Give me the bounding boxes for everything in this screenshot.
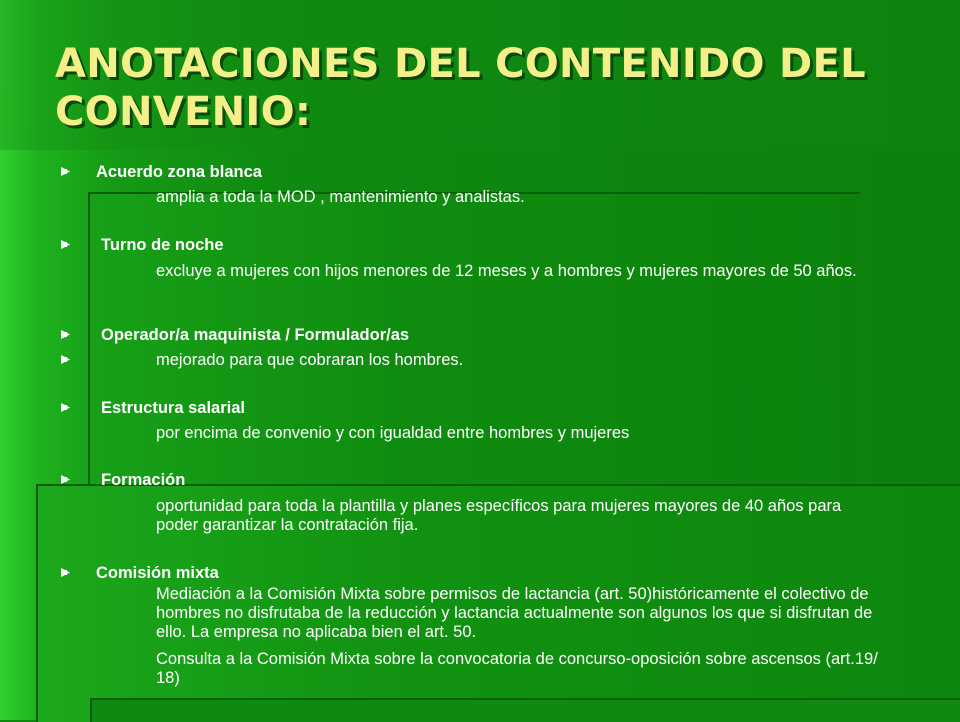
- item-heading-estructura: Estructura salarial: [101, 399, 245, 417]
- square-bullet-icon: [61, 330, 71, 340]
- square-bullet-icon: [61, 475, 71, 485]
- square-bullet-icon: [61, 403, 71, 413]
- item-body-turno: excluye a mujeres con hijos menores de 12 meses y a hombres y mujeres mayores de 50 años.: [156, 262, 857, 280]
- item-heading-formacion: Formación: [101, 471, 186, 489]
- item-body-operador: mejorado para que cobraran los hombres.: [156, 351, 464, 369]
- square-bullet-icon: [61, 167, 71, 177]
- item-heading-turno: Turno de noche: [101, 236, 224, 254]
- item-heading-acuerdo: Acuerdo zona blanca: [96, 163, 262, 181]
- slide-title: ANOTACIONES DEL CONTENIDO DEL CONVENIO:: [55, 41, 866, 135]
- item-body-formacion: oportunidad para toda la plantilla y planes específicos para mujeres mayores de 40 años para poder garantizar la contratación fija.: [156, 497, 842, 534]
- item-heading-comision: Comisión mixta: [96, 564, 219, 582]
- square-bullet-icon: [61, 355, 71, 365]
- item-body-estructura: por encima de convenio y con igualdad entre hombres y mujeres: [156, 424, 630, 442]
- item-body-comision-1: Mediación a la Comisión Mixta sobre permisos de lactancia (art. 50)históricamente el colectivo de hombres no disfrutaba de la reducción y lactancia actualmente son algunos los que si disfrutan de ello. La empresa no aplicaba bien el art. 50.: [156, 585, 873, 641]
- square-bullet-icon: [61, 568, 71, 578]
- item-body-comision-2: Consulta a la Comisión Mixta sobre la convocatoria de concurso-oposición sobre ascensos (art.19/ 18): [156, 650, 878, 687]
- item-body-acuerdo: amplia a toda la MOD , mantenimiento y analistas.: [156, 188, 525, 206]
- item-heading-operador: Operador/a maquinista / Formulador/as: [101, 326, 410, 344]
- square-bullet-icon: [61, 240, 71, 250]
